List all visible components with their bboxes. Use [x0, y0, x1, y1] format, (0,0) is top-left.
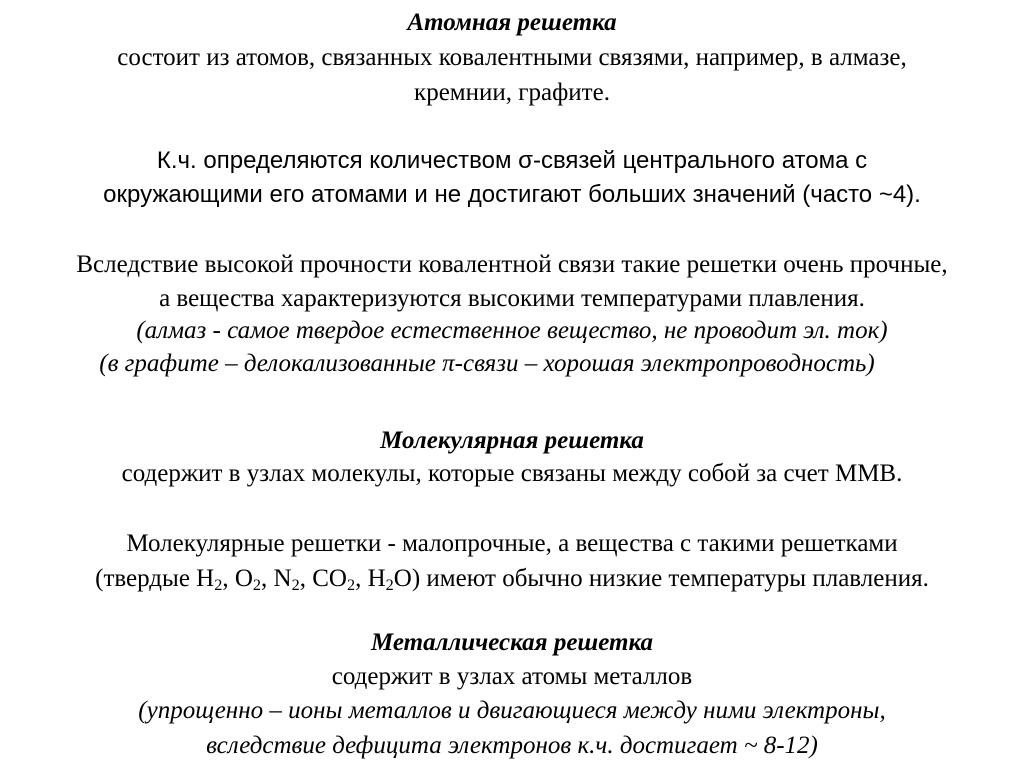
examples-h2o: , H — [355, 565, 386, 592]
molecular-lattice-line-1: содержит в узлах молекулы, которые связаны между собой за счет ММВ. — [121, 460, 903, 487]
examples-n2: , N — [261, 565, 292, 592]
metallic-lattice-line-2: (упрощенно – ионы металлов и двигающиеся между ними электроны, — [138, 697, 886, 724]
metallic-lattice-line-1: содержит в узлах атомы металлов — [331, 663, 693, 690]
molecular-lattice-line-2: Молекулярные решетки - малопрочные, а вещества с такими решетками — [126, 530, 898, 557]
subscript-n2: 2 — [291, 576, 300, 595]
metallic-lattice-line-3: вследствие дефицита электронов к.ч. достигает ~ 8-12) — [206, 732, 818, 759]
coordination-number-line-1: К.ч. определяются количеством σ-связей центрального атома с — [156, 147, 868, 174]
subscript-o2: 2 — [252, 576, 262, 595]
molecular-lattice-line-3 — [0, 565, 1024, 595]
coordination-number-line-2: окружающими его атомами и не достигают больших значений (часто ~4). — [103, 181, 921, 208]
graphite-note-start: (в графите – делокализованные — [99, 350, 443, 377]
examples-open: (твердые H — [95, 565, 215, 592]
graphite-note-end: -связи – хорошая электропроводность) — [454, 350, 875, 377]
diamond-note: (алмаз - самое твердое естественное вещество, не проводит эл. ток) — [136, 317, 888, 344]
graphite-note — [0, 351, 999, 376]
pi-symbol: π — [442, 350, 455, 377]
subscript-co2: 2 — [346, 576, 356, 595]
subscript-h2: 2 — [214, 576, 223, 595]
atomic-lattice-heading: Атомная решетка — [407, 9, 617, 36]
strength-line-2: а вещества характеризуются высокими температурами плавления. — [159, 285, 865, 312]
examples-close: O) имеют обычно низкие температуры плавления. — [393, 565, 929, 592]
examples-o2: , O — [222, 565, 253, 592]
atomic-lattice-description-line-2: кремнии, графите. — [414, 79, 610, 106]
subscript-h2o: 2 — [385, 576, 394, 595]
strength-line-1: Вследствие высокой прочности ковалентной связи такие решетки очень прочные, — [76, 251, 948, 278]
metallic-lattice-heading: Металлическая решетка — [371, 629, 653, 656]
molecular-lattice-heading: Молекулярная решетка — [380, 427, 644, 454]
atomic-lattice-description-line-1: состоит из атомов, связанных ковалентными связями, например, в алмазе, — [117, 44, 907, 71]
examples-co2: , CO — [299, 565, 347, 592]
